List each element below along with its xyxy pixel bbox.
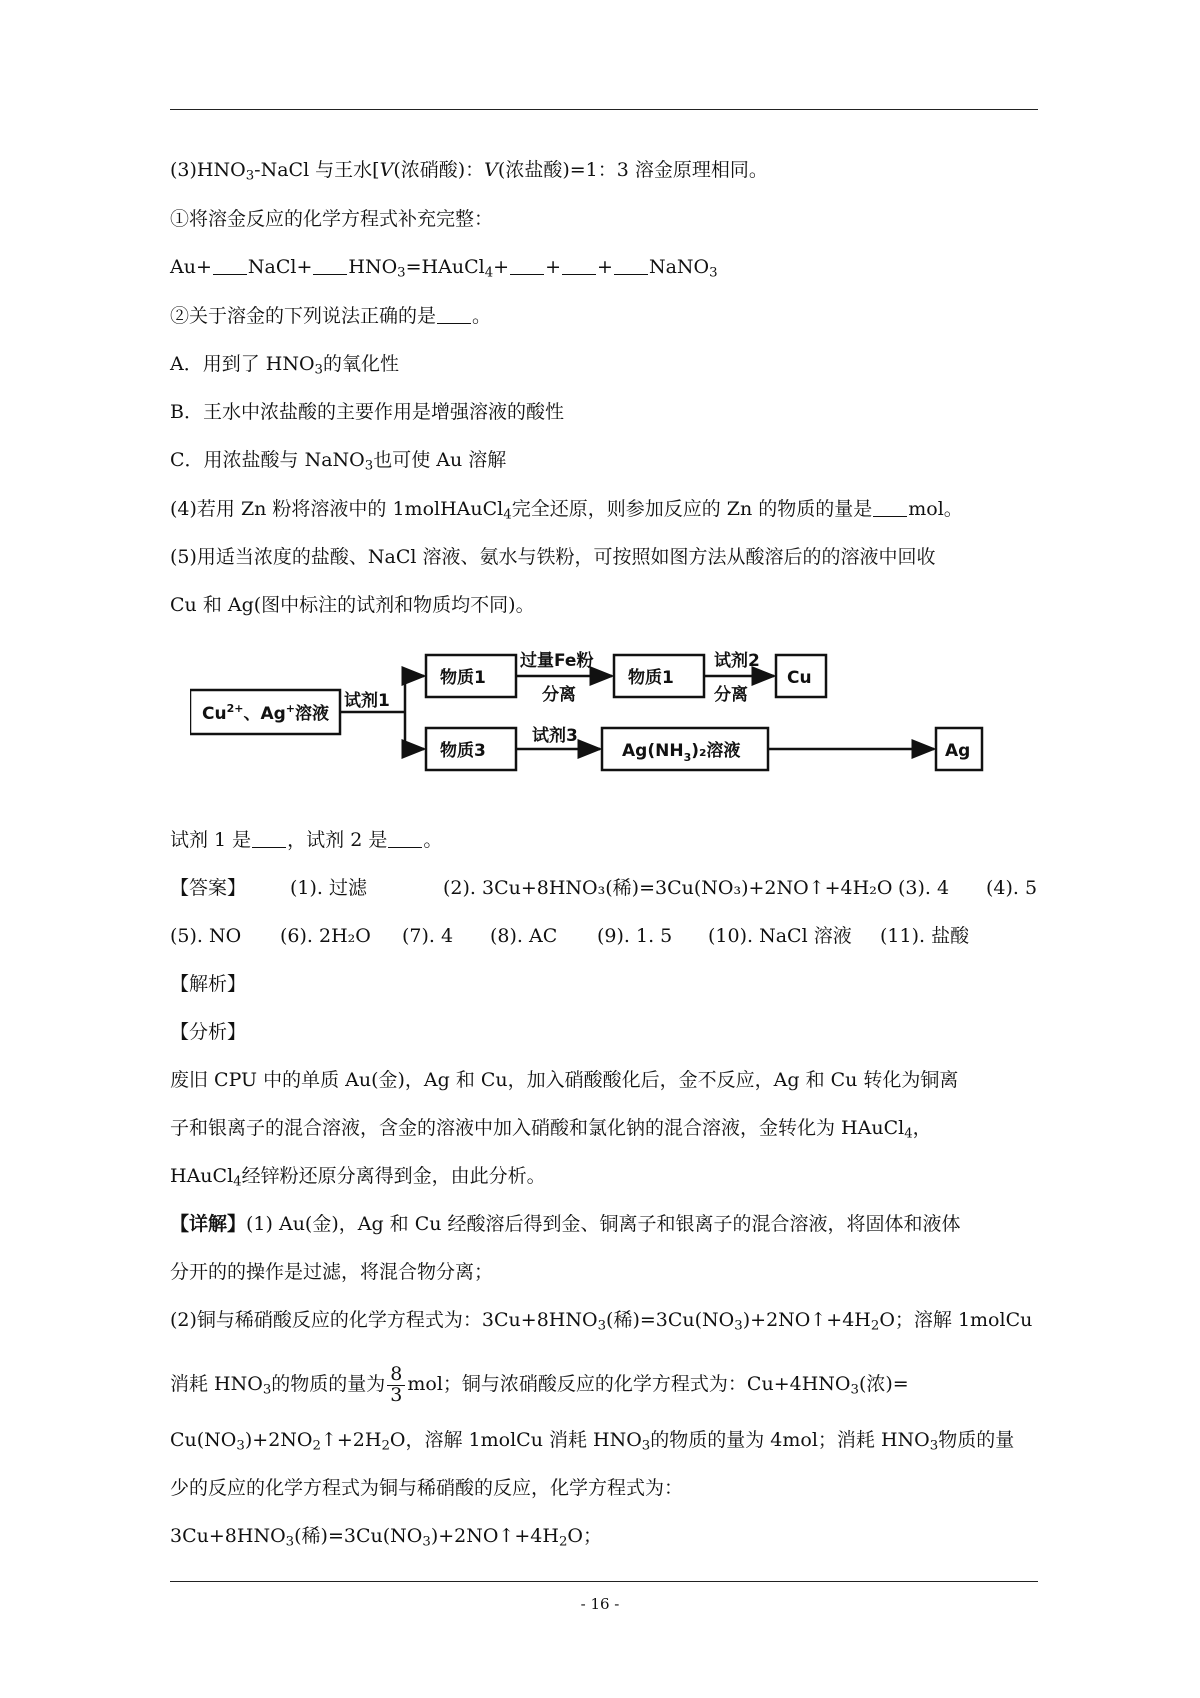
blank — [510, 255, 544, 275]
answer-item: (5). NO — [170, 925, 242, 947]
recovery-flow-diagram — [190, 640, 1010, 790]
header-rule — [170, 109, 1038, 110]
substance1-label: 物质1 — [440, 668, 486, 688]
branch-connector — [340, 676, 405, 749]
fraction: $\frac{8}{3}$ — [387, 1365, 405, 1406]
blank — [562, 255, 596, 275]
reagent1-label: 试剂1 — [344, 691, 390, 711]
blank — [313, 255, 347, 275]
answer-item: (11). 盐酸 — [880, 925, 970, 947]
answer-item: (4). 5 — [986, 877, 1038, 899]
separation-label-2: 分离 — [714, 685, 748, 705]
q3-equation: Au+ NaCl+ $HNO_3=HAuCl_4+$ + + NaNO$_3$ — [170, 256, 718, 281]
blank — [873, 497, 907, 517]
answer-item: (9). 1. 5 — [597, 925, 673, 947]
fe-powder-label: 过量Fe粉 — [520, 651, 594, 671]
footer-rule — [170, 1581, 1038, 1582]
answer-item: (2). 3Cu+8HNO₃(稀)=3Cu(NO₃)+2NO↑+4H₂O — [443, 877, 893, 899]
q5-fill: 试剂 1 是 ，试剂 2 是 。 — [170, 829, 443, 851]
blank — [437, 304, 471, 324]
start-solution-label: $Cu^{2+}$、Ag+溶液 — [202, 702, 330, 724]
substance1b-label: 物质1 — [628, 668, 674, 688]
blank — [614, 255, 648, 275]
detail-line6: 少的反应的化学方程式为铜与稀硝酸的反应，化学方程式为： — [170, 1477, 684, 1499]
answer-label: 【答案】 — [170, 877, 247, 899]
answer-item: (1). 过滤 — [290, 877, 367, 899]
cu-label: Cu — [787, 668, 812, 688]
detail-line2: 分开的的操作是过滤，将混合物分离； — [170, 1261, 494, 1283]
detail-line1: 【详解】(1) Au(金)，Ag 和 Cu 经酸溶后得到金、铜离子和银离子的混合溶液，将固体和液体 — [170, 1213, 961, 1235]
blank — [213, 255, 247, 275]
reagent2-label: 试剂2 — [714, 651, 760, 671]
detail-line4: 消耗 $HNO_3$的物质的量为 $\frac{8}{3}$ mol；铜与浓硝酸反应的化学方程式为：$Cu+4HNO_3$(浓)= — [170, 1362, 909, 1406]
answer-item: (6). 2H₂O — [280, 925, 371, 947]
q3-sub1: ①将溶金反应的化学方程式补充完整： — [170, 208, 494, 230]
fenxi-label: 【分析】 — [170, 1021, 247, 1043]
separation-label-1: 分离 — [542, 685, 576, 705]
ag-label: Ag — [945, 741, 971, 761]
answer-item: (8). AC — [490, 925, 558, 947]
q5-line1: (5)用适当浓度的盐酸、NaCl 溶液、氨水与铁粉，可按照如图方法从酸溶后的的溶液中回收 — [170, 546, 936, 568]
option-c: C．用浓盐酸与 NaNO$_3$也可使 Au 溶解 — [170, 449, 507, 474]
option-b: B．王水中浓盐酸的主要作用是增强溶液的酸性 — [170, 401, 564, 423]
q3-sub2: ②关于溶金的下列说法正确的是 。 — [170, 305, 492, 327]
analysis-line2: 子和银离子的混合溶液，含金的溶液中加入硝酸和氯化钠的混合溶液，金转化为 HAuCl$_4$， — [170, 1117, 932, 1142]
substance3-label: 物质3 — [440, 741, 486, 761]
blank — [388, 828, 422, 848]
analysis-line3: HAuCl$_4$经锌粉还原分离得到金，由此分析。 — [170, 1165, 546, 1190]
detail-line7: $3Cu+8HNO_3$(稀)$=3Cu(NO_3)+2NO↑+4H_2O$； — [170, 1525, 602, 1550]
analysis-line1: 废旧 CPU 中的单质 Au(金)，Ag 和 Cu，加入硝酸酸化后，金不反应，Ag 和 Cu 转化为铜离 — [170, 1069, 959, 1091]
agnh3-label: $Ag(NH_3)_2$溶液 — [622, 741, 741, 764]
option-a: A．用到了 $HNO_3$的氧化性 — [170, 353, 400, 378]
detail-line3: (2)铜与稀硝酸反应的化学方程式为：$3Cu+8HNO_3$(稀)$=3Cu(NO_3)+2NO↑+4H_2O$；溶解 1molCu — [170, 1309, 1033, 1334]
blank — [252, 828, 286, 848]
answer-item: (3). 4 — [898, 877, 950, 899]
q4: (4)若用 Zn 粉将溶液中的 1molHAuCl$_4$完全还原，则参加反应的 Zn 的物质的量是 mol。 — [170, 498, 963, 523]
q5-line2: Cu 和 Ag(图中标注的试剂和物质均不同)。 — [170, 594, 535, 616]
reagent3-label: 试剂3 — [532, 726, 578, 746]
q3-heading: $(3)HNO_3$-NaCl 与王水[V(浓硝酸)：V(浓盐酸)=1：3 溶金原理相同。 — [170, 159, 768, 184]
answer-item: (7). 4 — [402, 925, 454, 947]
jiexi-label: 【解析】 — [170, 973, 247, 995]
page-number: - 16 - — [580, 1595, 620, 1613]
answer-item: (10). NaCl 溶液 — [708, 925, 852, 947]
detail-line5: $Cu(NO_3)+2NO_2↑+2H_2O$，溶解 1molCu 消耗 $HNO_3$的物质的量为 4mol；消耗 $HNO_3$物质的量 — [170, 1429, 1015, 1454]
